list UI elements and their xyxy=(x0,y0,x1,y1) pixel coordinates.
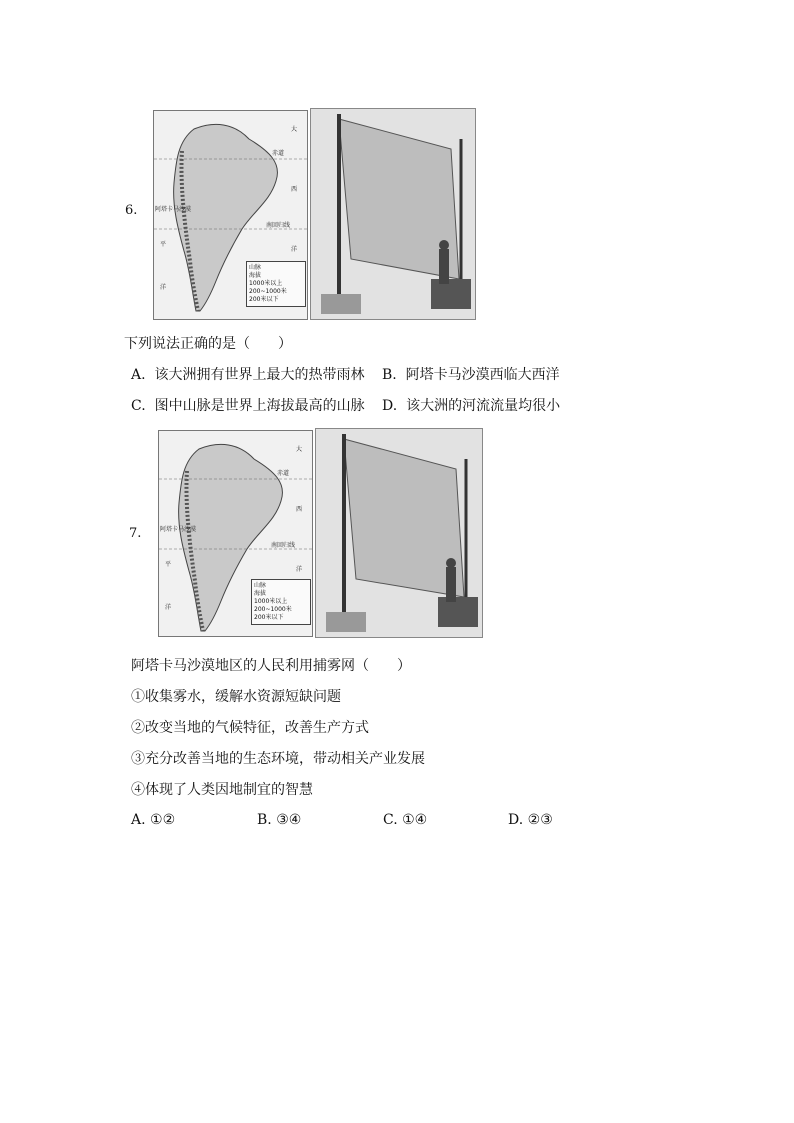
legend-row: 200~1000米 xyxy=(254,606,292,613)
map-label-tropic: 南回归线 xyxy=(266,222,291,229)
map-label-pacific2: 洋 xyxy=(165,604,172,611)
fog-net-drawing xyxy=(311,109,475,319)
option-text: ①④ xyxy=(402,812,428,828)
map-label-ocean-right: 西 xyxy=(296,506,303,513)
map-label-ocean-right: 西 xyxy=(291,186,298,193)
legend-row: 200米以下 xyxy=(249,296,279,303)
statement-3: ③充分改善当地的生态环境，带动相关产业发展 xyxy=(131,751,425,767)
question-6-number: 6. xyxy=(125,203,138,218)
q6-option-b[interactable] xyxy=(382,364,560,384)
legend-sub: 海拔 xyxy=(249,272,262,279)
option-label: A. xyxy=(131,812,146,828)
map-label-ocean-right2: 洋 xyxy=(296,566,303,573)
legend-row: 200~1000米 xyxy=(249,288,287,295)
question-6-figure xyxy=(150,108,476,320)
map-label-desert: 阿塔卡马沙漠 xyxy=(155,206,192,213)
option-text: ①② xyxy=(150,812,176,828)
option-label: B. xyxy=(382,367,397,383)
map-label-pacific: 平 xyxy=(160,241,167,248)
map-label-tropic: 南回归线 xyxy=(271,542,296,549)
question-7-number: 7. xyxy=(129,526,142,541)
map-label-ocean-top: 大 xyxy=(291,126,298,133)
option-text: ③④ xyxy=(276,812,302,828)
south-america-map xyxy=(158,430,313,637)
legend-title: 山脉 xyxy=(254,582,267,589)
legend-row: 1000米以上 xyxy=(254,598,288,605)
map-legend xyxy=(251,579,311,625)
map-label-pacific2: 洋 xyxy=(160,284,167,291)
fog-net-photo xyxy=(310,108,476,320)
question-7-figure xyxy=(155,428,485,638)
legend-row: 200米以下 xyxy=(254,614,284,621)
map-label-pacific: 平 xyxy=(165,561,172,568)
map-label-equator: 赤道 xyxy=(277,470,290,477)
q7-option-c[interactable] xyxy=(383,812,427,828)
q6-option-a[interactable] xyxy=(131,364,364,384)
q7-option-b[interactable] xyxy=(257,812,301,828)
map-label-ocean-right2: 洋 xyxy=(291,246,298,253)
option-label: D. xyxy=(508,812,524,828)
option-label: B. xyxy=(257,812,272,828)
option-label: D. xyxy=(382,398,398,414)
map-label-equator: 赤道 xyxy=(272,150,285,157)
fog-net-photo xyxy=(315,428,483,638)
map-label-desert: 阿塔卡马沙漠 xyxy=(160,526,197,533)
south-america-map xyxy=(153,110,308,320)
option-label: A. xyxy=(131,367,146,383)
option-label: C. xyxy=(383,812,398,828)
q6-option-c[interactable] xyxy=(131,395,365,415)
legend-row: 1000米以上 xyxy=(249,280,283,287)
question-7-stem: 阿塔卡马沙漠地区的人民利用捕雾网（ ） xyxy=(131,658,411,674)
question-6-stem: 下列说法正确的是（ ） xyxy=(124,336,292,352)
legend-title: 山脉 xyxy=(249,264,262,271)
map-legend xyxy=(246,261,306,307)
option-text: 图中山脉是世界上海拔最高的山脉 xyxy=(154,398,365,414)
option-text: ②③ xyxy=(527,812,553,828)
statement-4: ④体现了人类因地制宜的智慧 xyxy=(131,782,313,798)
q6-option-d[interactable] xyxy=(382,395,560,415)
option-text: 该大洲拥有世界上最大的热带雨林 xyxy=(154,367,365,383)
statement-2: ②改变当地的气候特征，改善生产方式 xyxy=(131,720,369,736)
option-text: 阿塔卡马沙漠西临大西洋 xyxy=(405,367,560,383)
q7-option-d[interactable] xyxy=(508,812,553,828)
option-text: 该大洲的河流流量均很小 xyxy=(406,398,561,414)
q7-option-a[interactable] xyxy=(131,812,175,828)
legend-sub: 海拔 xyxy=(254,590,267,597)
option-label: C. xyxy=(131,398,146,414)
fog-net-drawing xyxy=(316,429,482,637)
statement-1: ①收集雾水，缓解水资源短缺问题 xyxy=(131,689,341,705)
map-label-ocean-top: 大 xyxy=(296,446,303,453)
